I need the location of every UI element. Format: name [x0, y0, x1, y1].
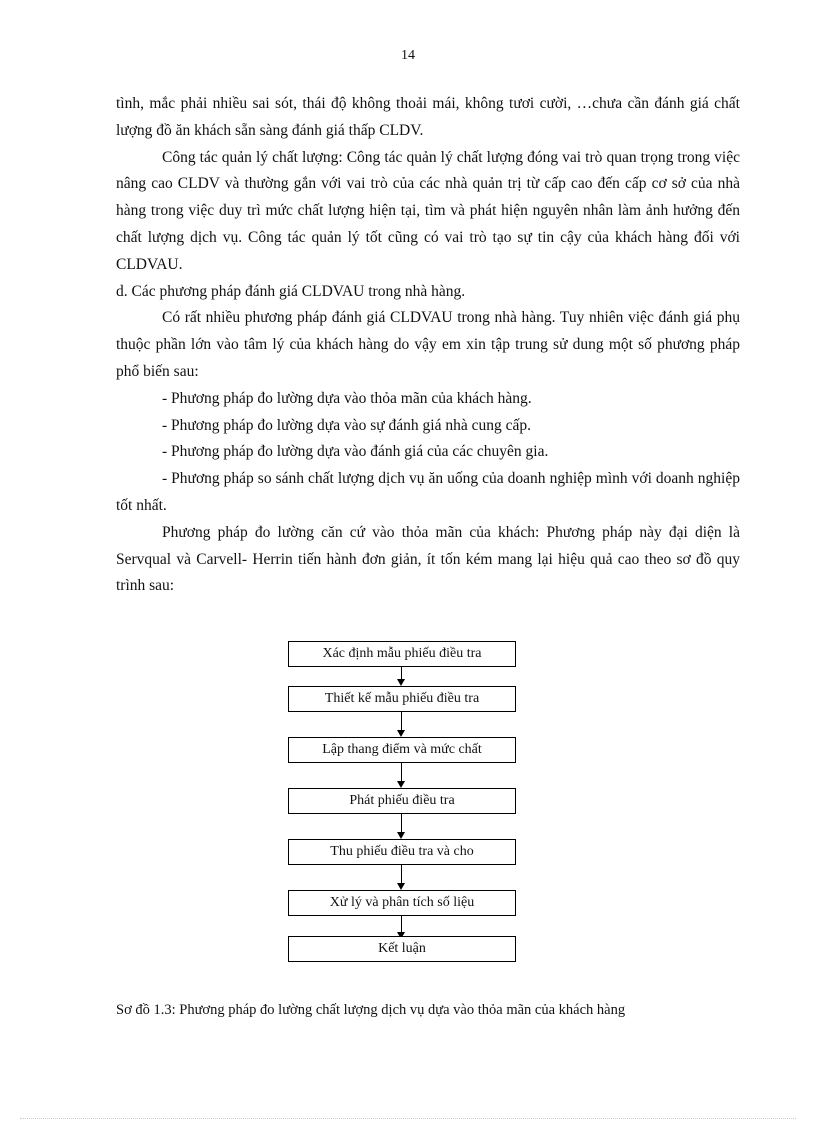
flow-step-2: Thiết kế mẫu phiếu điều tra	[288, 686, 516, 712]
figure-caption: Sơ đồ 1.3: Phương pháp đo lường chất lượng dịch vụ dựa vào thỏa mãn của khách hàng	[116, 1002, 626, 1018]
page-number: 14	[401, 48, 415, 63]
flow-step-5: Thu phiếu điều tra và cho	[288, 839, 516, 865]
list-item-method-4: - Phương pháp so sánh chất lượng dịch vụ ăn uống của doanh nghiệp mình với doanh nghiệp tốt nhất.	[116, 470, 740, 514]
paragraph-quality-management: Công tác quản lý chất lượng: Công tác quản lý chất lượng đóng vai trò quan trọng trong việc nâng cao CLDV và thường gắn với vai trò của các nhà quản trị từ cấp cao đến cấp cơ sở của nhà hàng trong việc duy trì mức chất lượng hiện tại, tìm và phát hiện nguyên nhân làm ảnh hưởng đến chất lượng dịch vụ. Công tác quản lý tốt cũng có vai trò tạo sự tin cậy của khách hàng đối với CLDVAU.	[116, 148, 740, 273]
flow-arrow-head-1	[397, 679, 405, 686]
flow-arrow-4	[401, 814, 402, 834]
flow-arrow-head-4	[397, 832, 405, 839]
flow-step-1: Xác định mẫu phiếu điều tra	[288, 641, 516, 667]
flow-step-3: Lập thang điểm và mức chất	[288, 737, 516, 763]
flow-arrow-3	[401, 763, 402, 783]
section-heading-d: d. Các phương pháp đánh giá CLDVAU trong nhà hàng.	[116, 282, 466, 300]
paragraph-methods-intro: Có rất nhiều phương pháp đánh giá CLDVAU trong nhà hàng. Tuy nhiên việc đánh giá phụ thuộc phần lớn vào tâm lý của khách hàng do vậy em xin tập trung sử dung một số phương pháp phổ biến sau:	[116, 309, 740, 380]
flow-arrow-head-5	[397, 883, 405, 890]
body-text	[116, 91, 740, 600]
flow-step-6: Xử lý và phân tích số liệu	[288, 890, 516, 916]
flow-arrow-head-2	[397, 730, 405, 737]
flow-arrow-5	[401, 865, 402, 885]
list-item-method-2: - Phương pháp đo lường dựa vào sự đánh giá nhà cung cấp.	[162, 416, 531, 434]
flow-arrow-head-3	[397, 781, 405, 788]
list-item-method-1: - Phương pháp đo lường dựa vào thỏa mãn của khách hàng.	[162, 389, 532, 407]
page-bottom-rule	[20, 1118, 796, 1119]
paragraph-continuation: tình, mắc phải nhiều sai sót, thái độ không thoải mái, không tươi cười, …chưa cần đánh giá chất lượng đồ ăn khách sẵn sàng đánh giá thấp CLDV.	[116, 95, 740, 139]
list-item-method-3: - Phương pháp đo lường dựa vào đánh giá của các chuyên gia.	[162, 443, 549, 461]
flow-arrow-2	[401, 712, 402, 732]
flow-step-7: Kết luận	[288, 936, 516, 962]
paragraph-servqual: Phương pháp đo lường căn cứ vào thỏa mãn của khách: Phương pháp này đại diện là Servqual và Carvell- Herrin tiến hành đơn giản, ít tốn kém mang lại hiệu quả cao theo sơ đồ quy trình sau:	[116, 523, 740, 595]
flow-step-4: Phát phiếu điều tra	[288, 788, 516, 814]
process-flowchart	[288, 636, 528, 966]
